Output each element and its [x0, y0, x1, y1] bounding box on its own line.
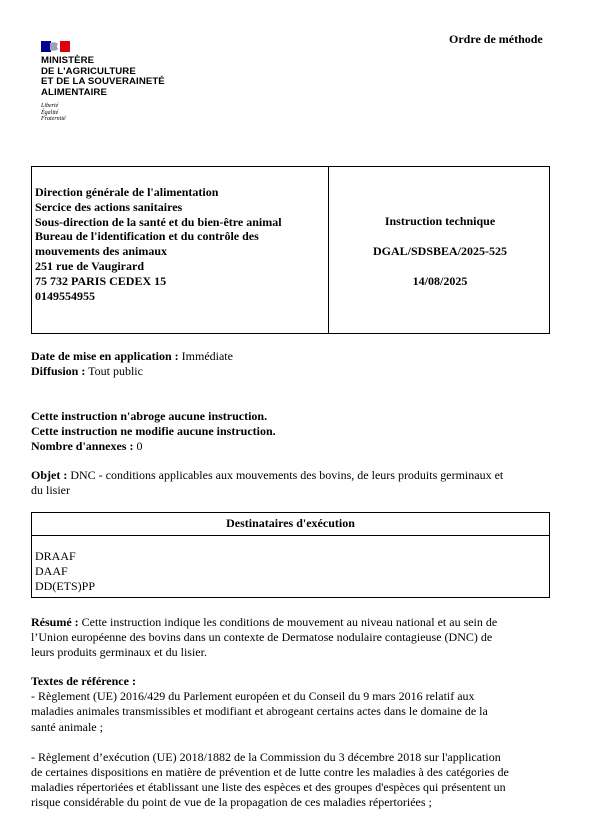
reference-line: - Règlement (UE) 2016/429 du Parlement européen et du Conseil du 9 mars 2016 relatif aux	[31, 689, 475, 704]
reference-line: maladies animales transmissibles et modifiant et abrogeant certains actes dans le domaine de la	[31, 704, 488, 719]
destinataire-item: DD(ETS)PP	[35, 579, 96, 593]
sender-line: mouvements des animaux	[35, 244, 168, 259]
sender-line: 0149554955	[35, 288, 95, 303]
sender-block	[35, 185, 282, 303]
marianne-logo-flag	[41, 41, 70, 52]
instruction-reference: DGAL/SDSBEA/2025-525	[372, 244, 508, 258]
destinataires-list	[35, 549, 95, 594]
reference-line: de certaines dispositions en matière de prévention et de lutte contre les maladies à des catégories de	[31, 765, 509, 780]
objet-label: Objet :	[31, 468, 68, 482]
motto-line: Fraternité	[41, 116, 66, 123]
destinataires-separator	[31, 535, 550, 536]
resume-line: l’Union européenne des bovins dans un contexte de Dermatose nodulaire contagieuse (DNC) de	[31, 630, 493, 645]
annexes-label: Nombre d'annexes :	[31, 439, 134, 453]
destinataire-item: DAAF	[35, 564, 68, 578]
republic-motto	[41, 103, 66, 123]
sender-line: Sous-direction de la santé et du bien-être animal	[35, 214, 282, 229]
objet-paragraph	[31, 468, 551, 498]
sender-line: 75 732 PARIS CEDEX 15	[35, 273, 167, 288]
ministry-logo-text	[41, 56, 165, 98]
document-type: Ordre de méthode	[449, 32, 543, 46]
sender-line: Direction générale de l'alimentation	[35, 185, 219, 199]
resume-label: Résumé :	[31, 615, 79, 629]
sender-line: Sercice des actions sanitaires	[35, 199, 183, 214]
reference-line: risque considérable du point de vue de la propagation de ces maladies répertoriées ;	[31, 795, 432, 810]
motto-line: Égalité	[41, 109, 59, 116]
diffusion-label: Diffusion :	[31, 364, 86, 378]
instruction-type: Instruction technique	[384, 214, 496, 228]
annexes-value: 0	[136, 439, 143, 453]
abroge-notice: Cette instruction n'abroge aucune instruction.	[31, 409, 268, 423]
reference-line: - Règlement d’exécution (UE) 2018/1882 de la Commission du 3 décembre 2018 sur l'application	[31, 749, 501, 764]
sender-line: 251 rue de Vaugirard	[35, 258, 145, 273]
sender-line: Bureau de l'identification et du contrôle des	[35, 229, 259, 244]
application-date-row	[31, 349, 233, 364]
application-date-label: Date de mise en application :	[31, 349, 179, 363]
resume-paragraph	[31, 615, 551, 661]
reference-line: maladies répertoriées et établissant une liste des espèces et des groupes d'espèces qui présentent un	[31, 780, 506, 795]
diffusion-row	[31, 364, 143, 379]
resume-line	[31, 615, 551, 630]
destinataires-title: Destinataires d'exécution	[226, 516, 355, 530]
header-box-divider	[328, 166, 329, 334]
objet-line	[31, 468, 551, 483]
annexes-row	[31, 439, 142, 454]
logo-line: ET DE LA SOUVERAINETÉ	[41, 76, 165, 88]
application-date-value: Immédiate	[181, 349, 233, 363]
objet-text: DNC - conditions applicables aux mouvements des bovins, de leurs produits germinaux et	[70, 468, 504, 482]
resume-line: leurs produits germinaux et du lisier.	[31, 645, 207, 660]
instruction-date: 14/08/2025	[412, 274, 468, 288]
logo-line: MINISTÈRE	[41, 55, 95, 66]
destinataire-item: DRAAF	[35, 549, 76, 563]
diffusion-value: Tout public	[88, 364, 143, 378]
resume-text: Cette instruction indique les conditions de mouvement au niveau national et au sein de	[81, 615, 498, 629]
objet-line: du lisier	[31, 483, 70, 498]
modifie-notice: Cette instruction ne modifie aucune instruction.	[31, 424, 276, 438]
references-section	[31, 674, 551, 811]
motto-line: Liberté	[41, 103, 59, 109]
reference-line: santé animale ;	[31, 719, 103, 734]
logo-line: DE L'AGRICULTURE	[41, 65, 136, 77]
references-label: Textes de référence :	[31, 674, 136, 688]
logo-line: ALIMENTAIRE	[41, 86, 107, 98]
reference-spacer	[31, 735, 551, 750]
